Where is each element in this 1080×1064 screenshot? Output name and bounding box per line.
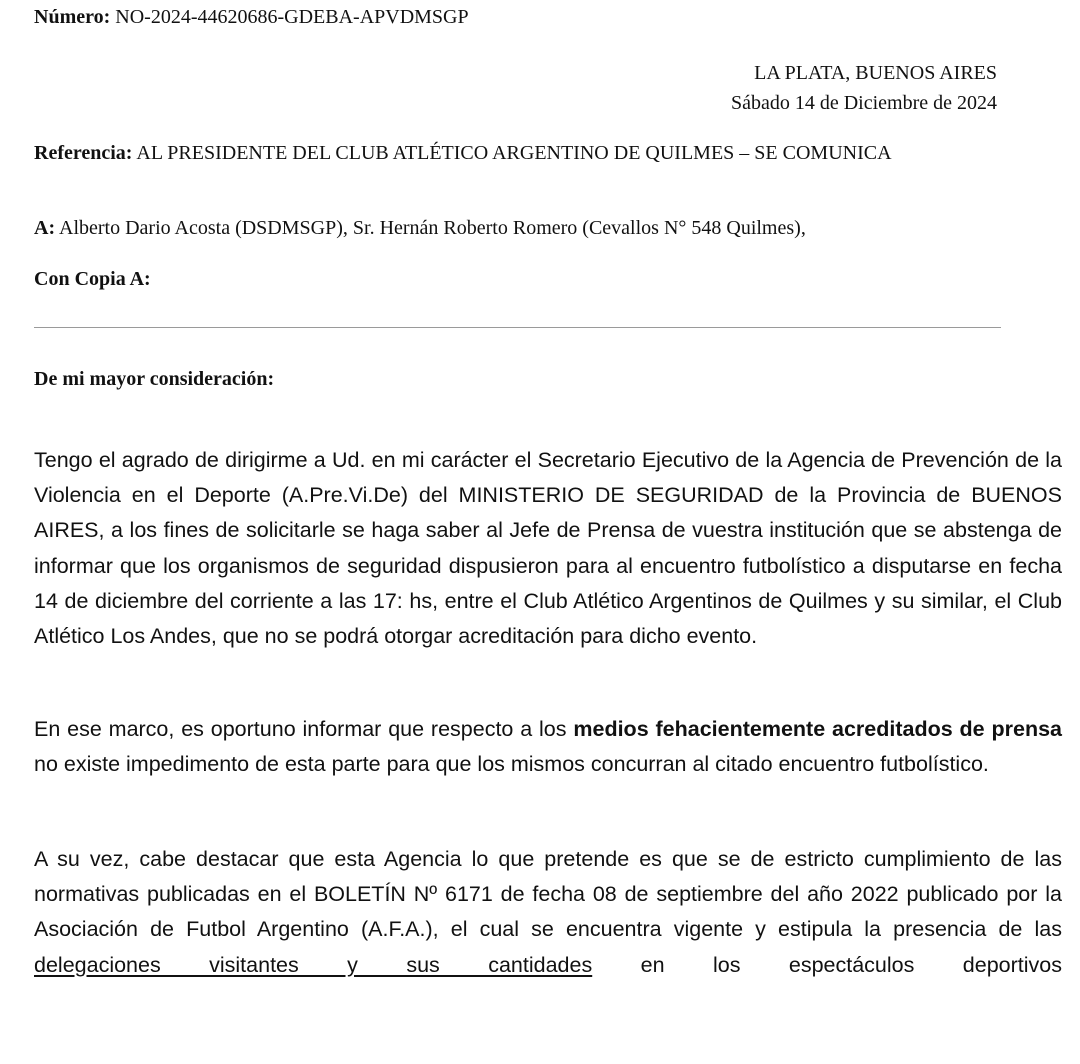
divider xyxy=(34,327,1001,328)
salutation xyxy=(34,368,274,391)
document-number-label: Número: xyxy=(34,6,111,28)
reference-value: AL PRESIDENTE DEL CLUB ATLÉTICO ARGENTINO DE QUILMES – SE COMUNICA xyxy=(136,142,892,164)
document-number xyxy=(34,6,469,29)
p3-text-after: en los espectáculos deportivos xyxy=(592,952,1062,977)
body-paragraph-2 xyxy=(34,712,1062,782)
reference-label: Referencia: xyxy=(34,142,133,164)
p2-text-before: En ese marco, es oportuno informar que respecto a los xyxy=(34,717,574,741)
recipients-to xyxy=(34,217,806,240)
place: LA PLATA, BUENOS AIRES xyxy=(754,62,997,84)
salutation-text: De mi mayor consideración: xyxy=(34,368,275,390)
recipients-to-label: A: xyxy=(34,217,56,239)
reference xyxy=(34,142,892,165)
p2-bold-text: medios fehacientemente acreditados de prensa xyxy=(573,717,1062,741)
recipients-cc xyxy=(34,268,151,291)
body-paragraph-1: Tengo el agrado de dirigirme a Ud. en mi carácter el Secretario Ejecutivo de la Agencia de Prevención de la Violencia en el Deporte (A.Pre.Vi.De) del MINISTERIO DE SEGURIDAD de la Provincia de BUENOS AIRES, a los fines de solicitarle se haga saber al Jefe de Prensa de vuestra institución que se abstenga de informar que los organismos de seguridad dispusieron para al encuentro futbolístico a disputarse en fecha 14 de diciembre del corriente a las 17: hs, entre el Club Atlético Argentinos de Quilmes y su similar, el Club Atlético Los Andes, que no se podrá otorgar acreditación para dicho evento. xyxy=(34,448,1062,649)
p3-underlined-text: delegaciones visitantes y sus cantidades xyxy=(34,952,593,977)
recipients-cc-label: Con Copia A: xyxy=(34,268,151,290)
document-number-value: NO-2024-44620686-GDEBA-APVDMSGP xyxy=(115,6,469,28)
p3-text-before: A su vez, cabe destacar que esta Agencia lo que pretende es que se de estricto cumplimiento de las normativas publicadas en el BOLETÍN Nº 6171 de fecha 08 de septiembre del año 2022 publicado por la Asociación de Futbol Argentino (A.F.A.), el cual se encuentra vigente y estipula la presencia de las xyxy=(34,847,1062,942)
p2-text-after: no existe impedimento de esta parte para que los mismos concurran al citado encuentro futbolístico. xyxy=(34,752,989,777)
date: Sábado 14 de Diciembre de 2024 xyxy=(730,92,997,114)
body-paragraph-3 xyxy=(34,842,1062,983)
recipients-to-value: Alberto Dario Acosta (DSDMSGP), Sr. Hernán Roberto Romero (Cevallos N° 548 Quilmes), xyxy=(59,217,806,239)
